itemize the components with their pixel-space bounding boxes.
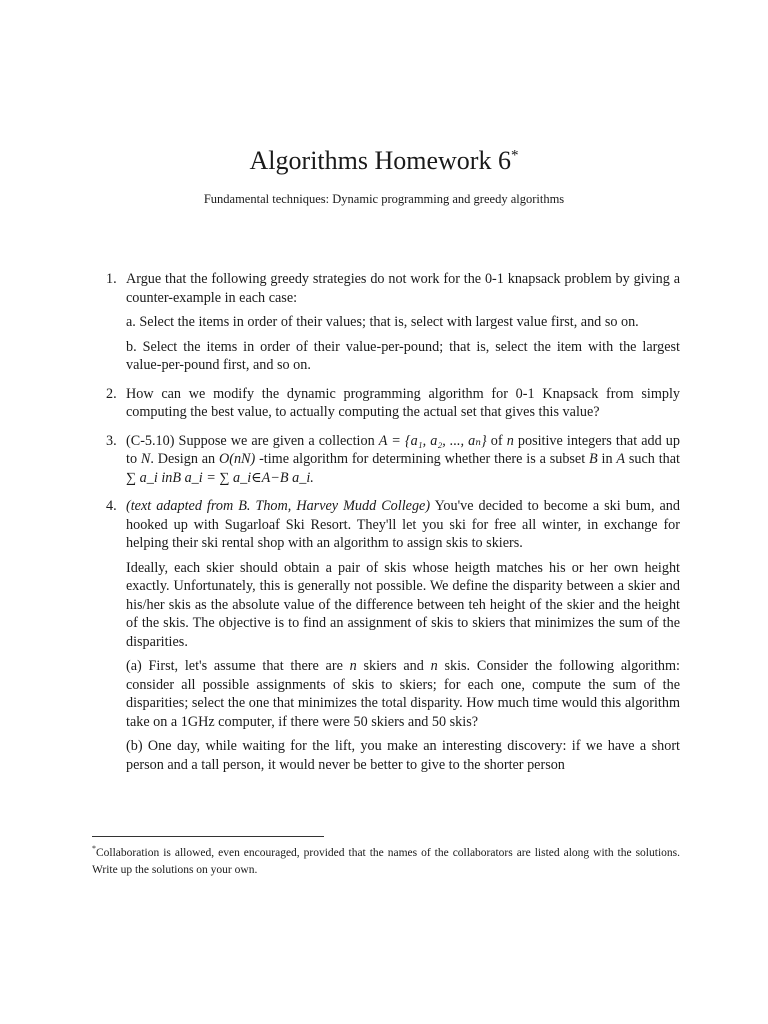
sum-expression: ∑ a_i inB a_i = ∑ a_i∈A−B a_i. (126, 469, 314, 486)
source-citation: (text adapted from B. Thom, Harvey Mudd College) (126, 498, 431, 514)
footnote (92, 840, 680, 879)
set-expression: A = {a₁, a₂, ..., aₙ} (378, 432, 487, 449)
problem-number: 4. (106, 498, 117, 514)
text-run: -time algorithm for determining whether there is a subset (255, 451, 590, 467)
page-title (0, 144, 768, 178)
math-var: A (616, 451, 626, 467)
math-var: N (140, 451, 151, 467)
problem-part-a: a. Select the items in order of their values; that is, select with largest value first, and so on. (126, 314, 639, 330)
problem-part-b: b. Select the items in order of their value-per-pound; that is, select the item with the largest value-per-pound first, and so on. (126, 338, 680, 373)
problem-number: 1. (106, 271, 117, 287)
problem-intro: Argue that the following greedy strategies do not work for the 0-1 knapsack problem by giving a counter-example in each case: (126, 271, 680, 306)
footnote-divider (92, 836, 324, 837)
problem-part-a (126, 657, 680, 731)
problem-number: 3. (106, 432, 117, 449)
problem-1 (92, 270, 680, 375)
text-run: positive integers that add up to (126, 432, 680, 467)
text-run: (a) First, let's assume that there are (126, 658, 350, 674)
problem-part-b: (b) One day, while waiting for the lift, you make an interesting discovery: if we have a short person and a tall person, it would never be better to give to the shorter person (126, 738, 680, 773)
text-run: . Design an (150, 451, 219, 467)
text-run: such that (625, 451, 681, 467)
math-var: n (506, 432, 514, 449)
problem-number: 2. (106, 385, 117, 402)
problem-intro (126, 497, 680, 553)
problem-text (126, 432, 680, 488)
text-run: skiers and (356, 658, 431, 674)
title-text: Algorithms Homework 6 (249, 146, 511, 175)
problem-list (92, 270, 680, 784)
problem-text: How can we modify the dynamic programming algorithm for 0-1 Knapsack from simply computing the best value, to actually computing the actual set that gives this value? (126, 385, 680, 420)
text-run: in (597, 451, 617, 467)
text-run: (C-5.10) Suppose we are given a collection (126, 432, 379, 449)
text-run: skis. Consider the following algorithm: consider all possible assignments of skis to skiers; for each one, compute the sum of the disparities; select the one that minimizes the total disparity. How much time would this algorithm take on a 1GHz computer, if there were 50 skiers and 50 skis? (126, 658, 680, 730)
problem-paragraph: Ideally, each skier should obtain a pair of skis whose heigth matches his or her own height exactly. Unfortunately, this is generally not possible. We define the disparity between a skier and his/her skis as the absolute value of the difference between teh height of the skier and the height of the skis. The objective is to find an assignment of skis to skiers that minimizes the sum of the disparities. (126, 559, 680, 650)
math-var: n (349, 658, 357, 674)
math-var: n (430, 658, 438, 674)
text-run: of (486, 432, 507, 449)
problem-2 (92, 385, 680, 422)
problem-4 (92, 497, 680, 774)
footnote-mark: * (92, 844, 96, 853)
text-run: You've decided to become a ski bum, and hooked up with Sugarloaf Ski Resort. They'll let you ski for free all winter, in exchange for helping their ski rental shop with an algorithm to assign skis to skiers. (126, 498, 680, 551)
page-subtitle: Fundamental techniques: Dynamic programming and greedy algorithms (203, 192, 565, 206)
title-footnote-mark: * (510, 147, 519, 164)
problem-3 (92, 432, 680, 488)
footnote-text: Collaboration is allowed, even encouraged, provided that the names of the collaborators are listed along with the solutions. Write up the solutions on your own. (92, 846, 680, 876)
math-var: B (589, 451, 598, 467)
complexity-expression: O(nN) (218, 451, 256, 467)
